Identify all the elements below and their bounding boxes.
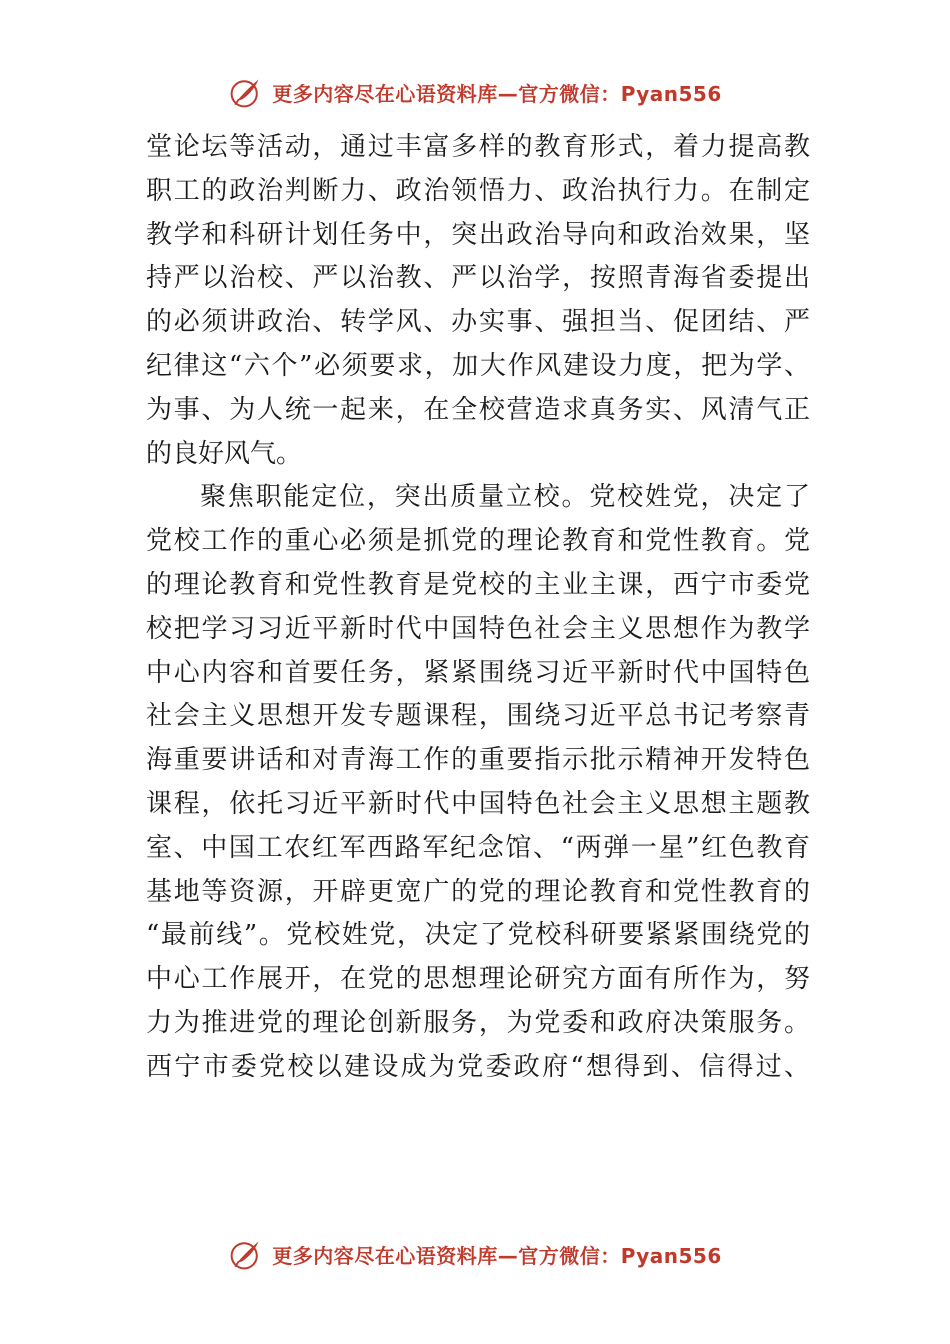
quill-logo-icon — [228, 74, 264, 110]
footer-banner — [0, 1234, 950, 1274]
text-line: 社会主义思想开发专题课程，围绕习近平总书记考察青 — [146, 701, 810, 732]
text-line: 中心工作展开，在党的思想理论研究方面有所作为，努 — [146, 964, 810, 995]
text-line: 职工的政治判断力、政治领悟力、政治执行力。在制定 — [146, 175, 810, 206]
text-line: 力为推进党的理论创新服务，为党委和政府决策服务。 — [146, 1007, 810, 1038]
text-line: 室、中国工农红军西路军纪念馆、“两弹一星”红色教育 — [146, 832, 810, 863]
text-line: 海重要讲话和对青海工作的重要指示批示精神开发特色 — [146, 745, 810, 776]
text-line: 党校工作的重心必须是抓党的理论教育和党性教育。党 — [146, 526, 810, 557]
text-line: 的必须讲政治、转学风、办实事、强担当、促团结、严 — [146, 307, 810, 338]
text-line: 校把学习习近平新时代中国特色社会主义思想作为教学 — [146, 613, 810, 644]
text-line: 的良好风气。 — [146, 438, 303, 469]
header-banner — [0, 72, 950, 112]
text-line: “最前线”。党校姓党，决定了党校科研要紧紧围绕党的 — [146, 920, 810, 951]
text-line: 聚焦职能定位，突出质量立校。党校姓党，决定了 — [200, 482, 810, 513]
text-line: 堂论坛等活动，通过丰富多样的教育形式，着力提高教 — [146, 132, 810, 162]
text-line: 持严以治校、严以治教、严以治学，按照青海省委提出 — [146, 263, 810, 294]
text-line: 教学和科研计划任务中，突出政治导向和政治效果，坚 — [146, 219, 810, 250]
text-line: 的理论教育和党性教育是党校的主业主课，西宁市委党 — [146, 569, 810, 600]
quill-logo-icon — [228, 1236, 264, 1272]
text-line: 基地等资源，开辟更宽广的党的理论教育和党性教育的 — [146, 876, 810, 907]
text-line: 中心内容和首要任务，紧紧围绕习近平新时代中国特色 — [146, 657, 810, 688]
footer-banner-text: 更多内容尽在心语资料库—官方微信：Pyan556 — [272, 1243, 722, 1268]
document-body — [146, 126, 810, 1090]
text-line: 西宁市委党校以建设成为党委政府“想得到、信得过、 — [146, 1051, 810, 1082]
header-banner-text: 更多内容尽在心语资料库—官方微信：Pyan556 — [272, 81, 722, 106]
text-line: 课程，依托习近平新时代中国特色社会主义思想主题教 — [146, 788, 810, 819]
text-line: 为事、为人统一起来，在全校营造求真务实、风清气正 — [146, 394, 810, 425]
text-line: 纪律这“六个”必须要求，加大作风建设力度，把为学、 — [146, 350, 810, 381]
